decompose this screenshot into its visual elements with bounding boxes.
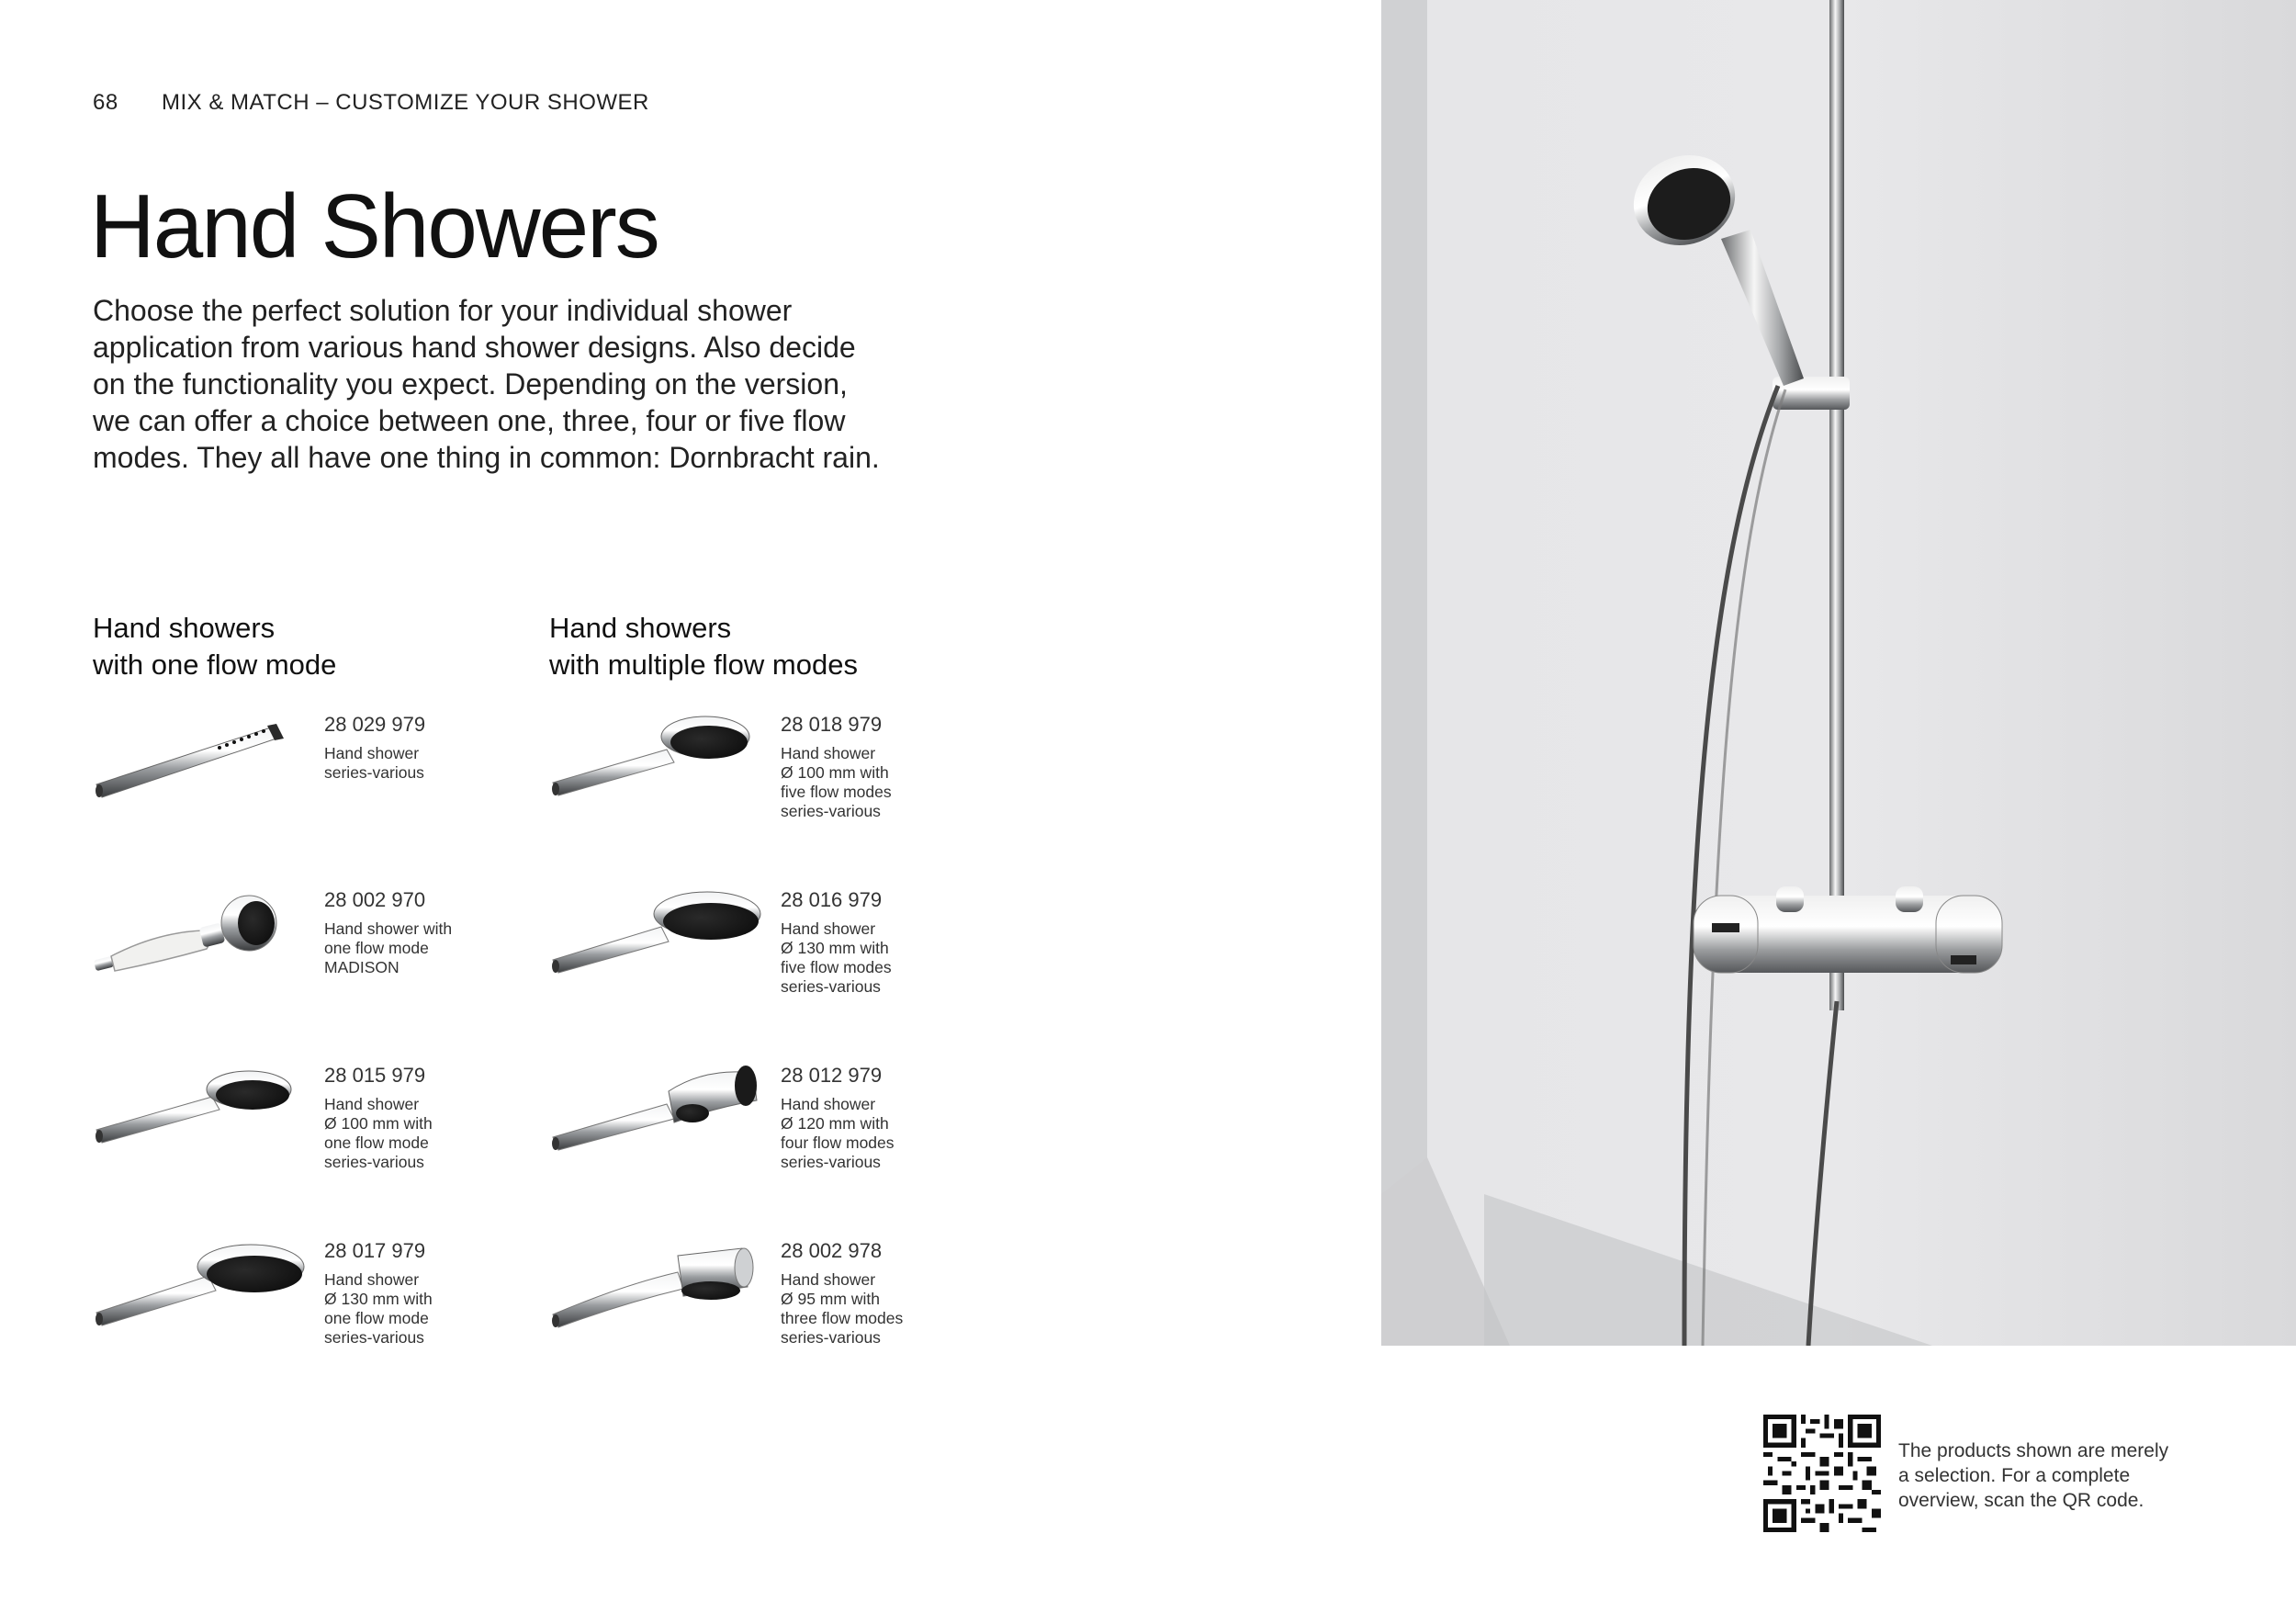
page-title: Hand Showers [90,175,658,276]
desc-line: four flow modes [781,1133,895,1152]
desc-line: five flow modes [781,783,892,801]
product-description [781,919,892,997]
round-hand-shower-130-multi-icon [549,888,770,998]
product-code: 28 018 979 [781,713,883,736]
desc-line: series-various [781,802,881,820]
product-description [324,919,452,977]
desc-line: Hand shower [781,744,876,762]
desc-line: series-various [781,1328,881,1347]
desc-line: Hand shower [324,1095,420,1113]
heading-line: Hand showers [549,612,732,644]
section-title: MIX & MATCH – CUSTOMIZE YOUR SHOWER [162,90,649,115]
heading-line: Hand showers [93,612,276,644]
product-code: 28 002 978 [781,1239,883,1262]
stick-hand-shower-icon [93,713,313,823]
desc-line: five flow modes [781,958,892,976]
product-item [549,1239,972,1377]
product-item [549,888,972,1026]
desc-line: Ø 120 mm with [781,1114,889,1133]
cylinder-hand-shower-95-icon [549,1239,770,1349]
desc-line: Hand shower with [324,919,453,938]
desc-line: series-various [324,1328,424,1347]
round-hand-shower-130-icon [93,1239,313,1349]
product-description [781,1270,903,1348]
desc-line: Ø 130 mm with [781,939,889,957]
desc-line: Ø 100 mm with [324,1114,433,1133]
product-description [781,744,892,821]
desc-line: Ø 130 mm with [324,1290,433,1308]
round-hand-shower-100-multi-icon [549,713,770,823]
column-heading-multiple-flow [549,610,972,683]
desc-line: Hand shower [781,1270,876,1289]
madison-hand-shower-icon [93,888,313,998]
intro-line: on the functionality you expect. Depending on the version, [93,367,848,400]
qr-note-line: a selection. For a complete [1898,1465,2131,1486]
product-item [549,1064,972,1201]
product-description [324,1095,433,1172]
product-item [93,888,515,1026]
product-code: 28 016 979 [781,888,883,911]
desc-line: MADISON [324,958,400,976]
product-code: 28 002 970 [324,888,426,911]
desc-line: series-various [781,977,881,996]
product-description [324,1270,433,1348]
product-code: 28 029 979 [324,713,426,736]
desc-line: one flow mode [324,1133,429,1152]
qr-note-line: overview, scan the QR code. [1898,1490,2144,1511]
qr-note-line: The products shown are merely [1898,1440,2169,1461]
product-description [324,744,424,783]
desc-line: Hand shower [324,1270,420,1289]
intro-line: Choose the perfect solution for your individual shower [93,294,793,327]
product-code: 28 012 979 [781,1064,883,1087]
heading-line: with multiple flow modes [549,648,858,681]
column-heading-one-flow [93,610,515,683]
round-hand-shower-100-icon [93,1064,313,1174]
product-item [93,1239,515,1377]
desc-line: Ø 100 mm with [781,763,889,782]
page-header [93,90,649,116]
qr-note [1898,1438,2247,1513]
desc-line: Hand shower [781,1095,876,1113]
qr-code-icon[interactable] [1763,1415,1881,1532]
desc-line: three flow modes [781,1309,904,1327]
desc-line: series-various [324,1153,424,1171]
product-item [549,713,972,851]
intro-line: application from various hand shower designs. Also decide [93,331,856,364]
desc-line: Hand shower [324,744,420,762]
product-code: 28 015 979 [324,1064,426,1087]
desc-line: one flow mode [324,939,429,957]
intro-line: we can offer a choice between one, three, four or five flow [93,404,846,437]
desc-line: Hand shower [781,919,876,938]
product-code: 28 017 979 [324,1239,426,1262]
intro-paragraph [93,292,947,476]
product-item [93,1064,515,1201]
desc-line: series-various [324,763,424,782]
page-number: 68 [93,90,118,115]
intro-line: modes. They all have one thing in common: Dornbracht rain. [93,441,880,474]
desc-line: one flow mode [324,1309,429,1327]
round-hand-shower-120-multi-icon [549,1064,770,1174]
product-description [781,1095,895,1172]
desc-line: Ø 95 mm with [781,1290,880,1308]
product-item [93,713,515,851]
heading-line: with one flow mode [93,648,337,681]
shower-photo [1381,0,2296,1346]
desc-line: series-various [781,1153,881,1171]
